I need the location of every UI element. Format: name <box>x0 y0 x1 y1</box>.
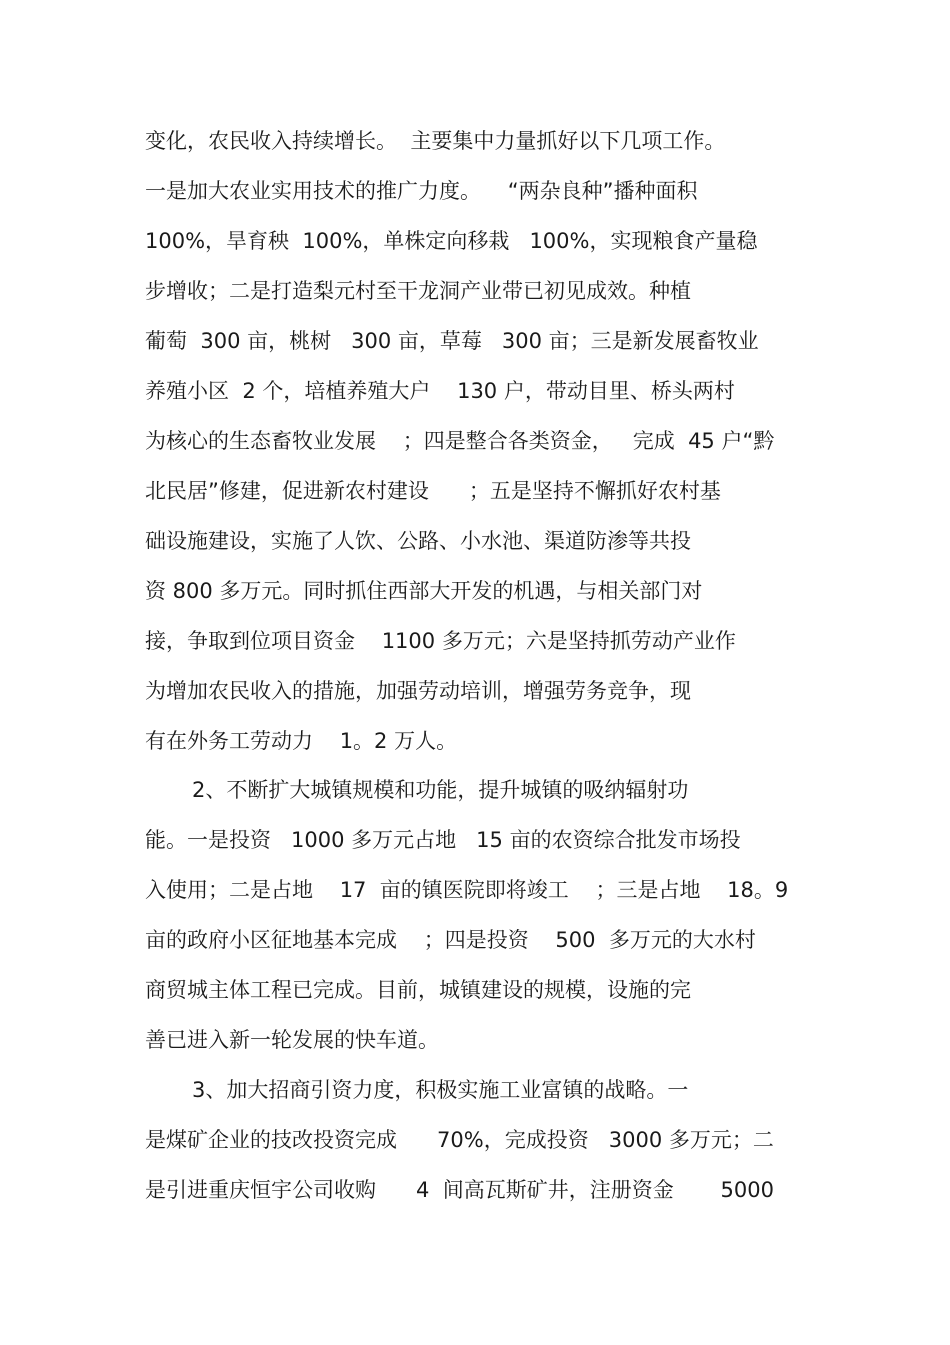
text-line: 一是加大农业实用技术的推广力度。 “两杂良种”播种面积 <box>145 179 698 203</box>
text-line: 为增加农民收入的措施，加强劳动培训，增强劳务竞争，现 <box>145 679 691 703</box>
section-heading: 2、不断扩大城镇规模和功能，提升城镇的吸纳辐射功 <box>192 778 689 802</box>
text-line: 能。一是投资 1000 多万元占地 15 亩的农资综合批发市场投 <box>145 828 741 852</box>
text-line: 商贸城主体工程已完成。目前，城镇建设的规模，设施的完 <box>145 978 691 1002</box>
text-line: 有在外务工劳动力 1。2 万人。 <box>145 729 458 753</box>
text-line: 善已进入新一轮发展的快车道。 <box>145 1028 439 1052</box>
text-line: 100%，旱育秧 100%，单株定向移栽 100%，实现粮食产量稳 <box>145 229 758 253</box>
text-line: 为核心的生态畜牧业发展 ；四是整合各类资金， 完成 45 户“黔 <box>145 429 775 453</box>
text-line: 入使用；二是占地 17 亩的镇医院即将竣工 ；三是占地 18。9 <box>145 878 789 902</box>
section-heading: 3、加大招商引资力度，积极实施工业富镇的战略。一 <box>192 1078 689 1102</box>
text-line: 资 800 多万元。同时抓住西部大开发的机遇，与相关部门对 <box>145 579 703 603</box>
text-line: 是引进重庆恒宇公司收购 4 间高瓦斯矿井，注册资金 5000 <box>145 1178 774 1202</box>
text-line: 养殖小区 2 个，培植养殖大户 130 户，带动目里、桥头两村 <box>145 379 735 403</box>
text-line: 接，争取到位项目资金 1100 多万元；六是坚持抓劳动产业作 <box>145 629 736 653</box>
text-line: 北民居”修建，促进新农村建设 ；五是坚持不懈抓好农村基 <box>145 479 721 503</box>
text-line: 变化，农民收入持续增长。 主要集中力量抓好以下几项工作。 <box>145 129 726 153</box>
text-line: 亩的政府小区征地基本完成 ；四是投资 500 多万元的大水村 <box>145 928 756 952</box>
text-line: 葡萄 300 亩，桃树 300 亩，草莓 300 亩；三是新发展畜牧业 <box>145 329 759 353</box>
text-line: 步增收；二是打造梨元村至干龙洞产业带已初见成效。种植 <box>145 279 691 303</box>
text-line: 是煤矿企业的技改投资完成 70%，完成投资 3000 多万元；二 <box>145 1128 774 1152</box>
text-line: 础设施建设，实施了人饮、公路、小水池、渠道防渗等共投 <box>145 529 691 553</box>
